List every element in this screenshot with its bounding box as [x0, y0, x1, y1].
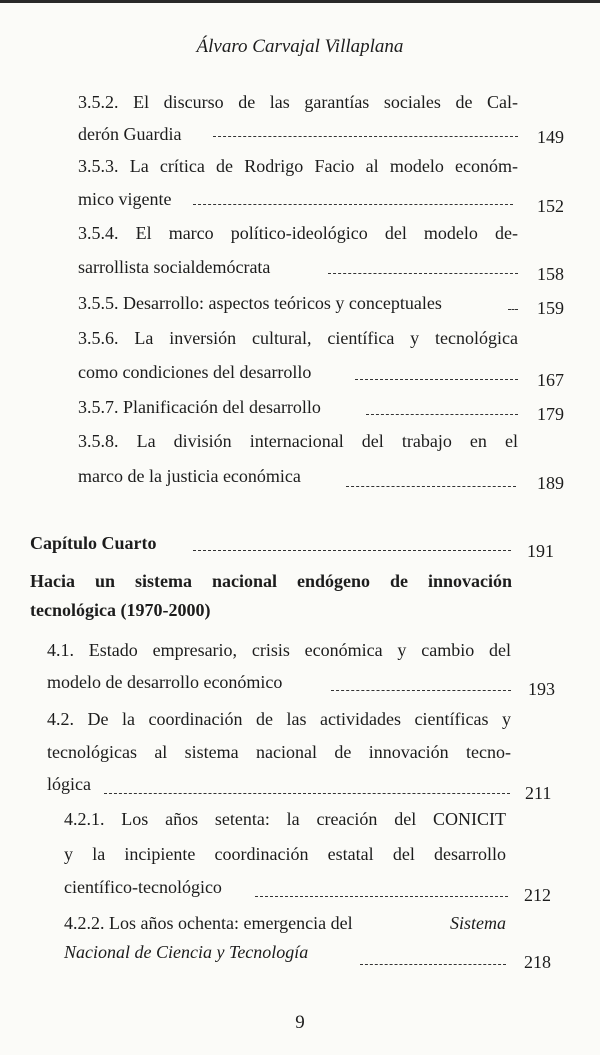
toc-entry-text: 4.2.2. Los años ochenta: emergencia del — [64, 913, 353, 933]
toc-entry-italic: Sistema — [450, 913, 506, 933]
page-number: 149 — [537, 127, 564, 147]
toc-entry-line: 4.2.1. Los años setenta: la creación del CONICIT — [64, 809, 506, 829]
page-number: 193 — [528, 679, 555, 699]
toc-entry-line: 3.5.4. El marco político-ideológico del modelo de- — [78, 223, 518, 243]
toc-entry-line: 3.5.6. La inversión cultural, científica y tecnológica — [78, 328, 518, 348]
dot-leader — [331, 690, 511, 691]
page-folio: 9 — [295, 1012, 305, 1033]
toc-entry-line: sarrollista socialdemócrata — [78, 257, 271, 277]
page-number: 158 — [537, 264, 564, 284]
dot-leader — [193, 204, 513, 205]
toc-entry-line: lógica — [47, 774, 91, 794]
page-number: 212 — [524, 885, 551, 905]
toc-entry-line: 4.1. Estado empresario, crisis económica y cambio del — [47, 640, 511, 660]
chapter-title: tecnológica (1970-2000) — [30, 600, 211, 620]
page-number: 218 — [524, 952, 551, 972]
toc-entry-line: mico vigente — [78, 189, 172, 209]
dot-leader — [346, 486, 516, 487]
toc-entry-line: modelo de desarrollo económico — [47, 672, 283, 692]
dot-leader — [104, 793, 510, 794]
dot-leader — [366, 414, 518, 415]
page-top-edge — [0, 0, 600, 3]
dot-leader — [193, 550, 511, 551]
page-number: 167 — [537, 370, 564, 390]
page-number: 159 — [537, 298, 564, 318]
toc-entry-line: 3.5.7. Planificación del desarrollo — [78, 397, 321, 417]
running-header: Álvaro Carvajal Villaplana — [196, 36, 404, 57]
toc-entry-line: como condiciones del desarrollo — [78, 362, 312, 382]
toc-entry-line: 3.5.8. La división internacional del trabajo en el — [78, 431, 518, 451]
dot-leader — [355, 379, 518, 380]
page-number: 211 — [525, 783, 552, 803]
dot-leader — [328, 273, 518, 274]
chapter-label: Capítulo Cuarto — [30, 533, 157, 553]
toc-entry-line: 4.2. De la coordinación de las actividades científicas y — [47, 709, 511, 729]
toc-entry-line: científico-tecnológico — [64, 877, 222, 897]
page-number: 179 — [537, 404, 564, 424]
toc-entry-line — [64, 912, 506, 934]
toc-entry-line: y la incipiente coordinación estatal del desarrollo — [64, 844, 506, 864]
toc-entry-line: derón Guardia — [78, 124, 182, 144]
page-number: 191 — [527, 541, 554, 561]
toc-entry-italic: Nacional de Ciencia y Tecnología — [64, 942, 309, 962]
dot-leader — [213, 136, 518, 137]
chapter-title: Hacia un sistema nacional endógeno de innovación — [30, 571, 512, 591]
page-number: 152 — [537, 196, 564, 216]
toc-entry-line: tecnológicas al sistema nacional de innovación tecno- — [47, 742, 511, 762]
dot-leader — [360, 964, 506, 965]
dot-leader — [255, 896, 508, 897]
page-number: 189 — [537, 473, 564, 493]
toc-entry-line: 3.5.3. La crítica de Rodrigo Facio al modelo económ- — [78, 156, 518, 176]
toc-entry-line: marco de la justicia económica — [78, 466, 301, 486]
toc-entry-line: 3.5.5. Desarrollo: aspectos teóricos y conceptuales — [78, 293, 442, 313]
dot-leader — [508, 309, 518, 310]
toc-entry-line: 3.5.2. El discurso de las garantías sociales de Cal- — [78, 92, 518, 112]
